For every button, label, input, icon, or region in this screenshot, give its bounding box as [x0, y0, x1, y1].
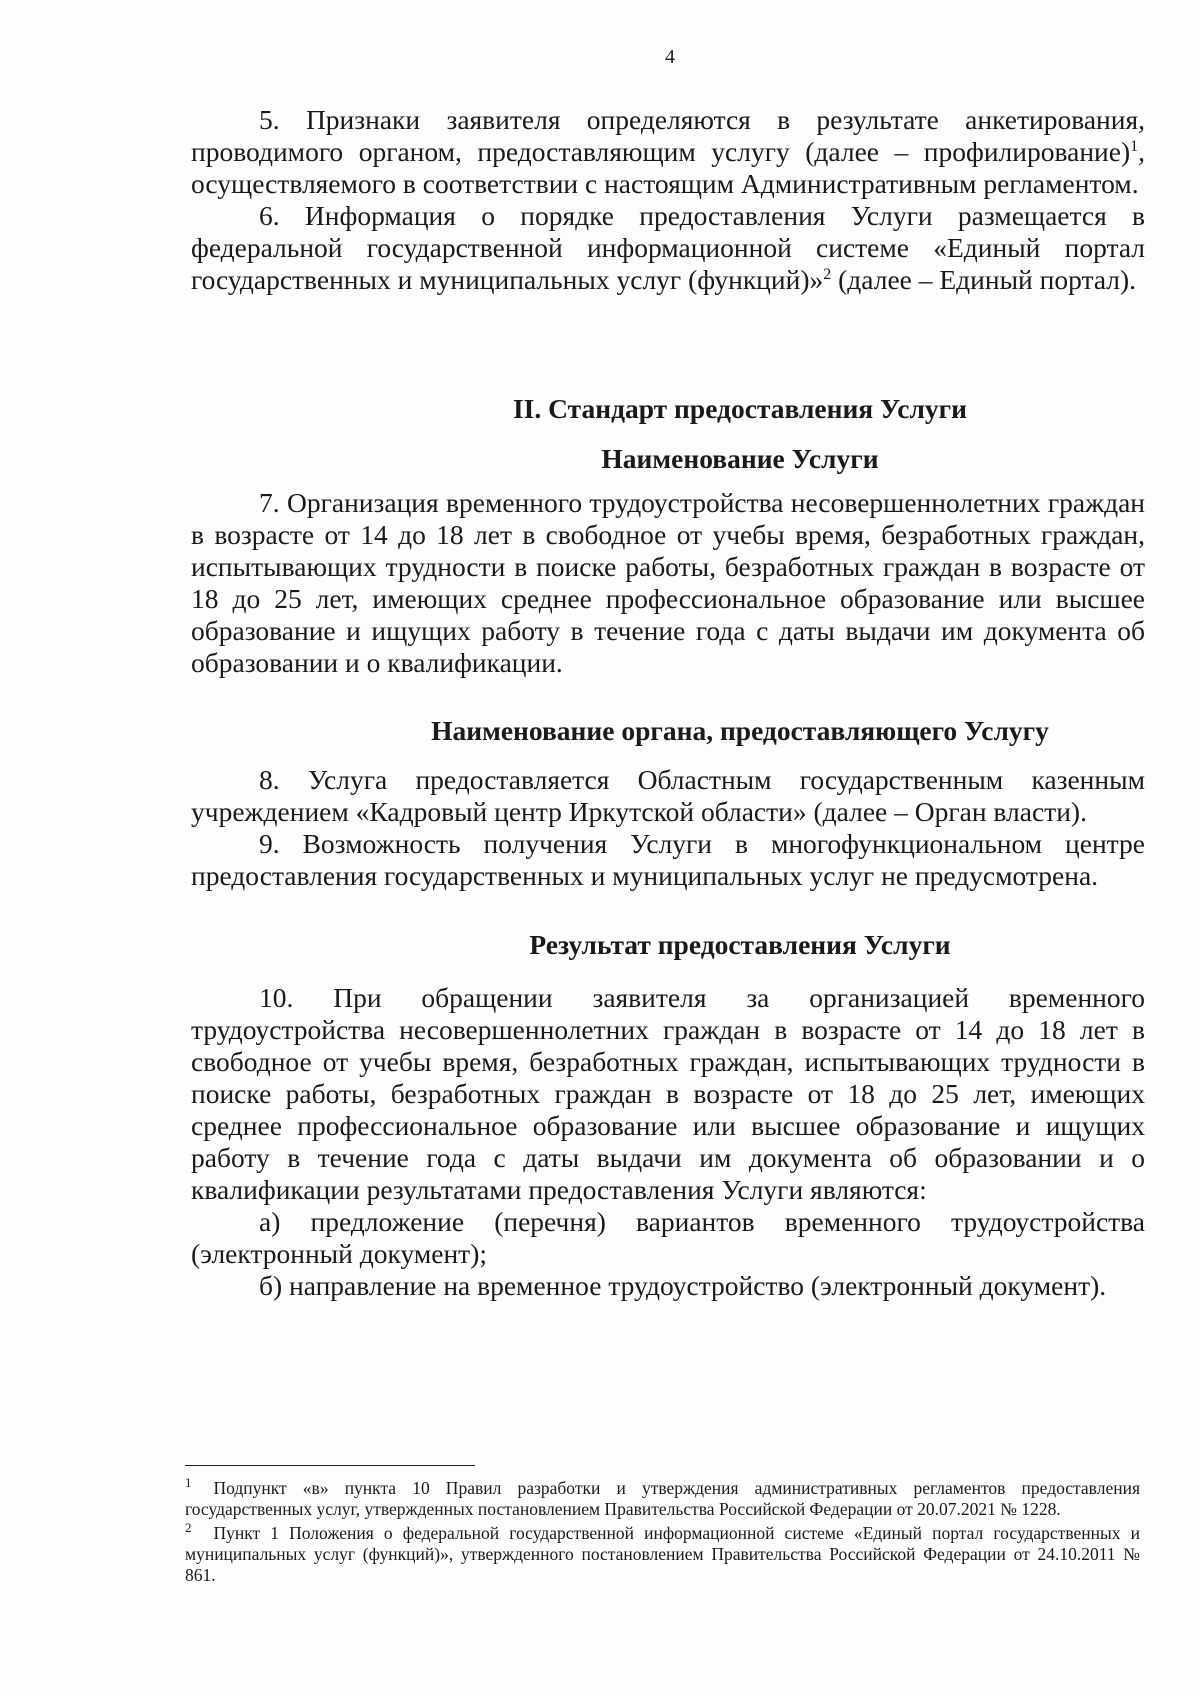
paragraphs-8-9-block	[191, 764, 1145, 892]
paragraph-5-text: 5. Признаки заявителя определяются в результате анкетирования, проводимого органом, предоставляющим услугу (далее – профилирование)	[191, 104, 1145, 168]
footnote-1-text: Подпункт «в» пункта 10 Правил разработки и утверждения административных регламентов предоставления государственных услуг, утвержденных постановлением Правительства Российской Федерации от 20.07.2021 № 1228.	[185, 1477, 1140, 1519]
paragraph-6	[191, 200, 1145, 296]
paragraph-10-block	[191, 982, 1145, 1302]
heading-service-name-block	[260, 442, 1200, 475]
footnote-ref-2: 2	[823, 266, 832, 283]
footnote-2-mark: 2	[185, 1519, 192, 1535]
heading-result-block	[260, 928, 1200, 961]
footnote-ref-1: 1	[1130, 137, 1139, 155]
section-title: II. Стандарт предоставления Услуги	[512, 393, 967, 424]
footnote-2	[185, 1520, 1140, 1586]
heading-service-name: Наименование Услуги	[601, 443, 879, 474]
paragraph-6-tail: (далее – Единый портал).	[831, 264, 1137, 296]
footnote-1-mark: 1	[185, 1475, 192, 1490]
footnote-1	[185, 1475, 1140, 1520]
paragraph-9: 9. Возможность получения Услуги в многофункциональном центре предоставления государственных и муниципальных услуг не предусмотрена.	[191, 828, 1145, 892]
footnote-2-text: Пункт 1 Положения о федеральной государственной информационной системе «Единый портал государственных и муниципальных услуг (функций)», утвержденного постановлением Правительства Российской Федерации от 24.10.2011 № 861.	[185, 1522, 1140, 1585]
heading-result: Результат предоставления Услуги	[529, 929, 951, 960]
footnotes	[185, 1475, 1140, 1586]
paragraph-7: 7. Организация временного трудоустройства несовершеннолетних граждан в возрасте от 14 до 18 лет в свободное от учебы время, безработных граждан, испытывающих трудности в поиске работы, безработных граждан в возрасте от 18 до 25 лет, имеющих среднее профессиональное образование или высшее образование и ищущих работу в течение года с даты выдачи им документа об образовании и о квалификации.	[191, 487, 1145, 679]
heading-organ: Наименование органа, предоставляющего Услугу	[431, 715, 1049, 746]
paragraph-10-item-a: а) предложение (перечня) вариантов временного трудоустройства (электронный документ);	[191, 1206, 1145, 1270]
paragraph-7-block	[191, 487, 1145, 679]
paragraph-10: 10. При обращении заявителя за организацией временного трудоустройства несовершеннолетних граждан в возрасте от 14 до 18 лет в свободное от учебы время, безработных граждан, испытывающих трудности в поиске работы, безработных граждан в возрасте от 18 до 25 лет, имеющих среднее профессиональное образование или высшее образование и ищущих работу в течение года с даты выдачи им документа об образовании и о квалификации результатами предоставления Услуги являются:	[191, 982, 1145, 1206]
paragraph-5-tail: , осуществляемого в соответствии с настоящим Административным регламентом.	[191, 136, 1145, 200]
footnote-separator	[185, 1465, 475, 1466]
intro-block	[191, 104, 1145, 296]
paragraph-5	[191, 104, 1145, 200]
paragraph-6-text: 6. Информация о порядке предоставления Услуги размещается в федеральной государственной информационной системе «Единый портал государственных и муниципальных услуг (функций)»	[191, 200, 1145, 296]
paragraph-10-item-b: б) направление на временное трудоустройство (электронный документ).	[259, 1270, 1107, 1302]
heading-organ-block	[260, 714, 1200, 747]
page-number: 4	[665, 46, 675, 68]
paragraph-8: 8. Услуга предоставляется Областным государственным казенным учреждением «Кадровый центр Иркутской области» (далее – Орган власти).	[191, 764, 1145, 828]
section-title-block	[260, 392, 1200, 425]
